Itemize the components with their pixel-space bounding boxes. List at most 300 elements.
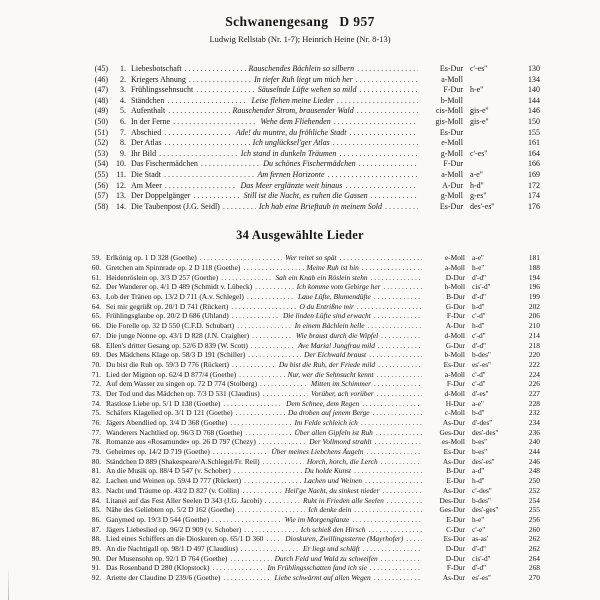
vocal-range: a-e'' [469, 169, 483, 179]
song-key: h-Moll [444, 282, 465, 292]
dot-leader [267, 534, 283, 543]
dot-leader [223, 202, 256, 211]
dot-leader [193, 191, 240, 200]
dot-leader [368, 525, 422, 534]
dot-leader [357, 106, 418, 115]
song-title: Ständchen D 889 (Shakespeare/A.Schlegel/Fr. Reil) [106, 456, 260, 466]
dot-leader [354, 505, 422, 514]
song-title: Ständchen [131, 95, 165, 105]
toc-entry [84, 408, 540, 418]
continuous-number: (55) [94, 169, 108, 179]
dot-leader [381, 457, 422, 466]
dot-leader [265, 496, 300, 505]
dot-leader [354, 466, 422, 475]
vocal-range: h-d'' [472, 301, 485, 311]
song-title: Lob der Tränen op. 13/2 D 711 (A.v. Schlegel) [106, 292, 244, 302]
dot-leader [378, 360, 422, 369]
poets-subtitle: Ludwig Rellstab (Nr. 1-7); Heinrich Heine (Nr. 8-13) [209, 34, 391, 44]
toc-entry [84, 399, 540, 409]
song-number: 77. [91, 427, 101, 437]
song-title: Ihr Bild [131, 148, 157, 158]
song-title: Gretchen am Spinnrade op. 2 D 118 (Goethe) [106, 263, 241, 272]
page-number: 252 [528, 485, 540, 495]
vocal-range: a-e'' [472, 253, 484, 263]
dot-leader [242, 486, 282, 495]
song-title: Rastlose Liebe op. 5/1 D 138 (Goethe) [106, 398, 221, 408]
song-title: Geheimes op. 14/2 D 719 (Goethe) [106, 447, 210, 457]
song-title: Nähe des Geliebten op. 5/2 D 162 (Goethe) [106, 505, 235, 515]
dot-leader [382, 486, 422, 495]
vocal-range: c'-es'' [469, 64, 488, 73]
song-key: H-Dur [445, 398, 465, 408]
page-number: 246 [528, 456, 540, 466]
dot-leader [340, 253, 422, 262]
page-number: 155 [527, 127, 540, 137]
song-incipit: Lachen und Weinen [304, 476, 363, 486]
toc-entry [84, 534, 540, 544]
song-key: a-Moll [444, 369, 465, 379]
song-incipit: Ich hab eine Brieftaub in meinem Sold [258, 201, 382, 211]
song-key: b-Moll [444, 350, 465, 360]
song-incipit: Im Frühlingsschatten fand ich sie [267, 563, 367, 573]
dot-leader [232, 311, 280, 320]
song-title: Liebesbotschaft [131, 64, 182, 73]
toc-entry [84, 202, 540, 213]
toc-entry [84, 466, 540, 476]
song-incipit: Ich stand in dunkeln Träumen [240, 148, 337, 158]
song-incipit: Der Eichwald braust [304, 350, 367, 360]
header [0, 14, 600, 44]
song-number: 86. [91, 514, 101, 524]
song-key: C-Dur [446, 524, 465, 534]
schwanengesang-toc [84, 64, 540, 212]
song-number: 84. [91, 495, 101, 505]
dot-leader [350, 128, 418, 137]
dot-leader [356, 75, 418, 84]
vocal-range: h-e'' [469, 85, 484, 95]
song-incipit: In einem Bächlein helle [294, 321, 365, 331]
vocal-range: c'-es'' [470, 148, 488, 158]
song-title: Der Musensohn op. 92/1 D 764 (Goethe) [106, 553, 228, 563]
dot-leader [252, 331, 293, 340]
toc-entry [84, 573, 540, 583]
song-number: 9. [120, 148, 126, 158]
toc-entry [84, 496, 540, 506]
toc-entry [84, 428, 540, 438]
toc-entry [84, 128, 540, 139]
song-key: d-Moll [444, 330, 465, 340]
song-number: 65. [91, 311, 101, 321]
vocal-range: gis-e'' [470, 116, 489, 126]
vocal-range: c'-des'' [472, 485, 492, 495]
song-number: 1. [120, 64, 126, 73]
song-key: E-Dur [446, 476, 465, 486]
song-number: 66. [91, 321, 101, 331]
page-number: 232 [528, 408, 540, 418]
song-key: As-Dur [442, 456, 465, 466]
song-title: Jägers Abendlied op. 3/4 D 368 (Goethe) [106, 418, 228, 427]
song-incipit: Wehe dem Fliehenden [260, 116, 331, 126]
song-title: Der Tod und das Mädchen op. 7/3 D 531 (Claudius) [106, 388, 260, 398]
song-key: Ges-Dur [439, 427, 465, 437]
dot-leader [377, 370, 422, 379]
vocal-range: d'-d'' [472, 543, 486, 553]
dot-leader [381, 331, 422, 340]
vocal-range: cis'-d'' [472, 553, 491, 563]
song-incipit: Sah ein Knab ein Röslein stehn [275, 272, 368, 282]
song-key: F-Dur [443, 85, 463, 95]
song-title: Ellen's dritter Gesang op. 52/6 D 839 (W. Scott) [106, 340, 248, 350]
page-number: 174 [528, 191, 540, 201]
song-title: Lied eines Schiffers an die Dioskuren op. 65/1 D 360 [106, 534, 264, 544]
vocal-range: d'-des'' [471, 418, 492, 427]
song-incipit: Horch, horch, die Lerch [306, 456, 378, 466]
song-number: 4. [120, 95, 126, 105]
song-incipit: Im Felde schleich ich [294, 418, 358, 427]
song-incipit: Durch Feld und Wald zu schweifen [274, 553, 378, 563]
vocal-range: des'-es'' [470, 201, 495, 211]
vocal-range: b-es'' [471, 437, 487, 447]
song-key: a-Moll [441, 169, 463, 179]
vocal-range: cis'-d'' [472, 282, 491, 292]
vocal-range: des'-des'' [472, 427, 499, 437]
song-key: cis-Moll [435, 106, 463, 116]
continuous-number: (48) [94, 95, 108, 105]
toc-entry [84, 544, 540, 554]
toc-entry [84, 311, 540, 321]
dot-leader [251, 341, 295, 350]
song-title: Am Meer [131, 180, 162, 190]
page-number: 130 [527, 64, 540, 73]
song-key: Es-Dur [443, 447, 465, 457]
page-number: 262 [528, 543, 540, 553]
toc-entry [84, 181, 540, 192]
dot-leader [168, 106, 229, 115]
page-number: 214 [528, 330, 540, 340]
toc-entry [84, 302, 540, 312]
dot-leader [361, 418, 422, 427]
dot-leader [373, 408, 422, 417]
toc-entry [84, 350, 540, 360]
song-key: Es-Dur [443, 534, 465, 544]
page-number: 199 [528, 292, 540, 302]
song-number: 90. [91, 553, 101, 563]
song-key: B-Dur [446, 466, 465, 476]
song-incipit: Über allen Gipfeln ist Ruh [294, 427, 373, 437]
page-number: 240 [528, 437, 540, 447]
page-edge-curl [8, 566, 9, 600]
dot-leader [368, 321, 422, 330]
song-number: 75. [91, 408, 101, 418]
dot-leader [374, 379, 422, 388]
dot-leader [387, 496, 422, 505]
page-number: 196 [528, 282, 540, 292]
page-number: 264 [528, 553, 540, 563]
dot-leader [369, 350, 422, 359]
song-key: c-Moll [444, 408, 465, 418]
song-incipit: O du Entrißne mir [299, 301, 354, 311]
vocal-range: d'-d'' [472, 272, 486, 282]
page-number: 210 [528, 321, 540, 331]
song-key: Es-Dur [439, 201, 463, 211]
page-number: 194 [528, 272, 540, 282]
song-title: Sei mir gegrüßt op. 20/1 D 741 (Rückert) [106, 301, 229, 311]
vocal-range: c'-d'' [472, 379, 486, 389]
dot-leader [164, 138, 249, 147]
dot-leader [352, 515, 422, 524]
continuous-number: (46) [94, 74, 108, 84]
toc-entry [84, 515, 540, 525]
dot-leader [374, 311, 422, 320]
toc-entry [84, 282, 540, 292]
song-title: Wanderers Nachtlied op. 96/3 D 768 (Goethe) [106, 427, 243, 437]
song-key: d-Moll [444, 388, 465, 398]
vocal-range: g-es'' [470, 191, 487, 201]
dot-leader [234, 466, 302, 475]
dot-leader [263, 457, 304, 466]
song-key: e-Moll [441, 138, 463, 148]
vocal-range: b-es'' [471, 447, 487, 457]
vocal-range: as-as' [471, 534, 489, 544]
dot-leader [223, 573, 271, 582]
dot-leader [164, 170, 254, 179]
song-title: Der Atlas [131, 138, 162, 148]
song-number: 88. [91, 534, 101, 544]
dot-leader [378, 341, 422, 350]
song-key: F-Dur [446, 563, 465, 573]
song-incipit: Der Vollmond strahlt [309, 437, 372, 447]
song-incipit: Wer reitet so spät [285, 253, 337, 263]
dot-leader [362, 263, 422, 272]
continuous-number: (57) [94, 191, 108, 201]
song-key: D-Dur [445, 543, 465, 553]
dot-leader [345, 181, 418, 190]
song-incipit: Dioskuren, Zwillingssterne (Mayrhofer) [285, 534, 404, 544]
song-incipit: Das Meer erglänzte weit hinaus [240, 180, 343, 190]
song-incipit: In tiefer Ruh liegt um mich her [254, 74, 353, 84]
toc-entry [84, 370, 540, 380]
page-number: 169 [527, 169, 540, 179]
dot-leader [334, 117, 418, 126]
toc-entry [84, 263, 540, 273]
page-number: 164 [528, 148, 540, 158]
toc-entry [84, 505, 540, 515]
dot-leader [406, 534, 422, 543]
dot-leader [231, 302, 296, 311]
vocal-range: d'-d'' [471, 340, 486, 350]
page-number: 220 [528, 350, 540, 360]
song-title: Ariette der Claudine D 239/6 (Goethe) [106, 573, 221, 582]
song-number: 80. [91, 456, 101, 466]
dot-leader [357, 302, 422, 311]
vocal-range: b-des'' [471, 350, 491, 360]
song-number: 78. [91, 437, 101, 447]
song-title: Heidenröslein op. 3/3 D 257 (Goethe) [106, 272, 219, 282]
song-incipit: Ich denke dein [308, 505, 352, 515]
song-incipit: Du schönes Fischermädchen [263, 159, 356, 169]
vocal-range: a-d'' [472, 466, 485, 476]
dot-leader [377, 389, 422, 398]
dot-leader [167, 96, 248, 105]
page-number: 228 [528, 398, 540, 408]
dot-leader [374, 292, 422, 301]
song-number: 92. [91, 573, 101, 582]
song-number: 2. [120, 74, 126, 84]
song-number: 73. [91, 388, 101, 398]
vocal-range: c'-d'' [471, 330, 486, 340]
dot-leader [185, 64, 246, 73]
vocal-range: es'-es'' [471, 573, 491, 582]
toc-entry [84, 447, 540, 457]
song-key: Es-Dur [439, 64, 463, 73]
song-incipit: Mitten im Schimmer [311, 379, 371, 389]
dot-leader [384, 282, 422, 291]
song-incipit: Ave Maria! Jungfrau mild [297, 340, 375, 350]
song-key: a-Moll [441, 74, 463, 84]
dot-leader [363, 544, 422, 553]
toc-entry [84, 563, 540, 573]
song-number: 61. [91, 272, 101, 282]
song-incipit: Da droben auf jenem Berge [288, 408, 370, 418]
toc-entry [84, 341, 540, 351]
song-number: 67. [91, 330, 101, 340]
page-number: 262 [528, 534, 540, 544]
song-key: D-Dur [445, 272, 465, 282]
song-number: 68. [91, 340, 101, 350]
page-number: 206 [528, 311, 540, 321]
continuous-number: (51) [94, 127, 108, 137]
vocal-range: h-e'' [471, 263, 485, 272]
song-key: F-Dur [446, 311, 465, 321]
song-key: D-Dur [445, 553, 465, 563]
dot-leader [374, 573, 422, 582]
song-incipit: Am fernen Horizonte [257, 169, 325, 179]
dot-leader [328, 170, 418, 179]
toc-entry [84, 138, 540, 149]
toc-entry [84, 389, 540, 399]
song-number: 63. [91, 292, 101, 302]
song-title: Der Doppelgänger [131, 191, 191, 201]
page-number: 226 [528, 379, 540, 389]
dot-leader [259, 437, 306, 446]
song-key: A-Dur [445, 321, 465, 331]
song-number: 69. [91, 350, 101, 360]
song-title: Romanze aus «Rosamunde» op. 26 D 797 (Chezy) [106, 437, 256, 447]
vocal-range: d'-d'' [471, 563, 486, 573]
dot-leader [247, 292, 295, 301]
toc-entry [84, 457, 540, 467]
dot-leader [221, 273, 272, 282]
ausgewaehlte-lieder-toc [84, 253, 540, 582]
song-number: 85. [91, 505, 101, 515]
toc-entry [84, 554, 540, 564]
page-number: 248 [528, 466, 540, 476]
dot-leader [255, 282, 293, 291]
dot-leader [370, 563, 422, 572]
song-incipit: Ade! du muntre, du fröhliche Stadt [235, 127, 347, 137]
song-key: b-Moll [440, 95, 463, 105]
song-incipit: Heil'ge Nacht, du sinkest nieder [284, 485, 380, 495]
song-incipit: Wie im Morgenglanze [284, 514, 350, 524]
continuous-number: (45) [94, 64, 108, 73]
song-incipit: Ich schieß den Hirsch [300, 524, 366, 534]
song-title: In der Ferne [131, 116, 171, 126]
vocal-range: d'-d'' [472, 292, 486, 302]
dot-leader [260, 379, 308, 388]
song-number: 89. [91, 543, 101, 553]
dot-leader [385, 202, 418, 211]
song-incipit: Ich unglücksel'ger Atlas [252, 138, 330, 148]
toc-entry [84, 159, 540, 170]
song-title: An die Musik op. 88/4 D 547 (v. Schober) [106, 466, 231, 476]
continuous-number: (49) [94, 106, 108, 116]
dot-leader [236, 408, 285, 417]
toc-entry [84, 117, 540, 128]
toc-entry [84, 321, 540, 331]
page-number: 176 [528, 201, 540, 211]
page-number: 255 [528, 505, 540, 515]
page-number: 166 [527, 159, 540, 169]
song-number: 59. [91, 253, 101, 263]
page-number: 227 [528, 388, 540, 398]
page-number: 140 [527, 85, 540, 95]
toc-entry [84, 379, 540, 389]
song-key: F-Dur [446, 379, 465, 389]
vocal-range: des'-es'' [471, 456, 495, 466]
song-number: 13. [116, 191, 126, 201]
dot-leader [212, 563, 264, 572]
song-number: 62. [91, 282, 101, 292]
page-number: 234 [528, 418, 540, 427]
song-title: Des Mädchens Klage op. 58/3 D 191 (Schiller) [106, 350, 246, 360]
song-number: 10. [116, 159, 126, 169]
page-number: 256 [528, 514, 540, 524]
dot-leader [371, 191, 418, 200]
toc-entry [84, 96, 540, 107]
song-title: Der Wanderer op. 4/1 D 489 (Schmidt v. Lübeck) [106, 282, 253, 292]
page-number: 181 [528, 253, 540, 263]
toc-entry [84, 191, 540, 202]
page-number: 188 [528, 263, 540, 272]
vocal-range: d'-es'' [471, 388, 489, 398]
song-number: 70. [91, 359, 101, 369]
toc-entry [84, 75, 540, 86]
song-title: Abschied [131, 127, 162, 137]
song-key: a-Moll [444, 263, 465, 272]
song-key: e-Moll [444, 253, 465, 263]
song-incipit: Wie braust durch die Wipfel [295, 330, 379, 340]
dot-leader [248, 350, 301, 359]
section-heading: 34 Ausgewählte Lieder [236, 228, 364, 243]
dot-leader [244, 476, 301, 485]
song-incipit: Nur, wer die Sehnsucht kennt [287, 369, 374, 379]
song-incipit: Du bist die Ruh, der Friede mild [278, 359, 376, 369]
song-number: 81. [91, 466, 101, 476]
vocal-range: c'-d'' [472, 311, 486, 321]
dot-leader [196, 85, 255, 94]
dot-leader [232, 360, 276, 369]
dot-leader [212, 515, 282, 524]
toc-entry [84, 486, 540, 496]
toc-entry [84, 360, 540, 370]
vocal-range: b-des'' [472, 495, 491, 505]
page-number: 244 [528, 447, 540, 457]
dot-leader [362, 399, 422, 408]
song-title: Frühlingssehnsucht [131, 85, 194, 95]
toc-entry [84, 525, 540, 535]
song-title: Nacht und Träume op. 43/2 D 827 (v. Collin) [106, 485, 240, 495]
song-key: B-Dur [446, 292, 465, 302]
